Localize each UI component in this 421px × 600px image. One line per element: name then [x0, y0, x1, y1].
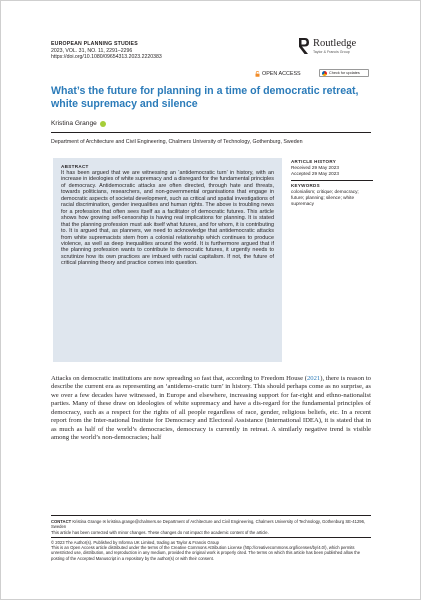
copyright-line: © 2023 The Author(s). Published by Informa UK Limited, trading as Taylor & Francis Group — [51, 539, 219, 545]
orcid-icon[interactable] — [100, 121, 106, 127]
volume-line: 2023, VOL. 31, NO. 11, 2291–2296 — [51, 47, 133, 54]
publisher-name: Routledge — [313, 38, 357, 49]
publisher-logo — [298, 37, 370, 57]
journal-info — [51, 41, 162, 61]
body-text-start: Attacks on democratic institutions are now spreading so fast that, according to Freedom House ( — [51, 375, 307, 382]
abstract-text: It has been argued that we are witnessing an ‘antidemocratic turn’ in history, with an increase in ideologies of white supremacy and a disregard for the fundamental principles of democracy. Antidemocratic attacks are often directed, through hate and threats, towards politicians, researchers, and non-governmental organisations that engage in democratic aspects of societal development, such as critical and spatial investigations of racial discrimination, gender inequalities and human rights. The above is troubling news for a profession that often sees itself as a facilitator of democratic futures. This article shows how growing self-censorship is having real implications for planning. It is stated that the planning profession must ask itself what futures, and for whom, it is contributing to. It is argued that, as planners, we need to acknowledge that antidemocratic attacks from white supremacists stem from a colonial relationship which continues to produce violence, as well as deep inequalities around the world. It is furthermore argued that if the planning profession wants to contribute to democratic futures, it urgently needs to scrutinize how its own practices are imbued with racial capitalism. If not, the future of critical planning theory and practice comes into question. — [61, 170, 274, 267]
affiliation: Department of Architecture and Civil Engineering, Chalmers University of Technology, Gothenburg, Sweden — [51, 139, 303, 145]
doi-link[interactable]: https://doi.org/10.1080/09654313.2023.2220383 — [51, 54, 162, 61]
publisher-tagline: Taylor & Francis Group — [313, 50, 350, 54]
article-title: What’s the future for planning in a time of democratic retreat, white supremacy and silence — [51, 85, 359, 110]
open-lock-icon — [255, 71, 260, 77]
footer-divider — [51, 515, 371, 516]
sidebar-divider — [291, 180, 373, 181]
author-name[interactable]: Kristina Grange — [51, 120, 97, 127]
citation-link[interactable]: 2021 — [306, 375, 321, 382]
check-for-updates-button[interactable] — [319, 69, 369, 77]
crossmark-icon — [322, 71, 327, 76]
contact-line — [51, 519, 371, 530]
check-for-updates-label: Check for updates — [329, 71, 360, 75]
contact-name: Kristina Grange — [72, 519, 102, 524]
contact-email[interactable]: kristina.grange@chalmers.se — [107, 519, 162, 524]
journal-name: EUROPEAN PLANNING STUDIES — [51, 41, 138, 47]
license-text: This is an Open Access article distributed under the terms of the Creative Commons Attribution License (http://creativecommons.org/licenses/by/4.0/), which permits unrestricted use, distribution, and reproduction in any medium, provided the original work is properly cited. The terms on which this article has been published allow the posting of the Accepted Manuscript in a repository by the author(s) or with their consent. — [51, 545, 361, 561]
footer-notes — [51, 519, 371, 561]
body-paragraph — [51, 375, 371, 443]
open-access-label: OPEN ACCESS — [262, 71, 301, 77]
article-history-heading: ARTICLE HISTORY — [291, 159, 337, 164]
open-access-badge — [255, 71, 301, 77]
abstract-box — [53, 158, 282, 362]
keywords-text: colonialism; critique; democracy; future; planning; silence; white supremacy — [291, 189, 359, 206]
contact-address: Department of Architecture and Civil Engineering, Chalmers University of Technology, Gothenburg SE-41296, Sweden — [51, 519, 366, 530]
received-date: Received 29 May 2023 — [291, 165, 339, 170]
body-text-rest: ), there is reason to describe the current era as representing an ‘antidemo-cratic turn’ in history. This should perhaps come as no surprise, as we over a few decades have witnessed, in Europe and elsewhere, increasing support for far-right and ethno-nationalist parties. Many of these draw on ideologies of white supremacy and have a dis-regard for the fundamental principles of democracy, such as a respect for the rights of all people regardless of race, gender, religious beliefs, etc. In a recent report from the Inter-national Institute for Democracy and Electoral Assistance (International IDEA), it is stated that in as much as half of the world’s democracies, democracy is currently in retreat. A similarly negative trend is visible among the world’s non-democracies; half — [51, 375, 371, 442]
keywords-heading: KEYWORDS — [291, 183, 320, 188]
author-line — [51, 120, 106, 127]
contact-label: CONTACT — [51, 519, 72, 524]
accepted-date: Accepted 29 May 2023 — [291, 171, 339, 176]
abstract-heading: ABSTRACT — [61, 164, 89, 169]
article-sidebar — [291, 159, 373, 207]
correction-note: This article has been corrected with minor changes. These changes do not impact the academic content of the article. — [51, 529, 269, 535]
license-divider — [51, 537, 371, 538]
email-icon: ✉ — [102, 519, 107, 524]
divider — [51, 132, 371, 133]
routledge-mark-icon — [298, 37, 310, 55]
